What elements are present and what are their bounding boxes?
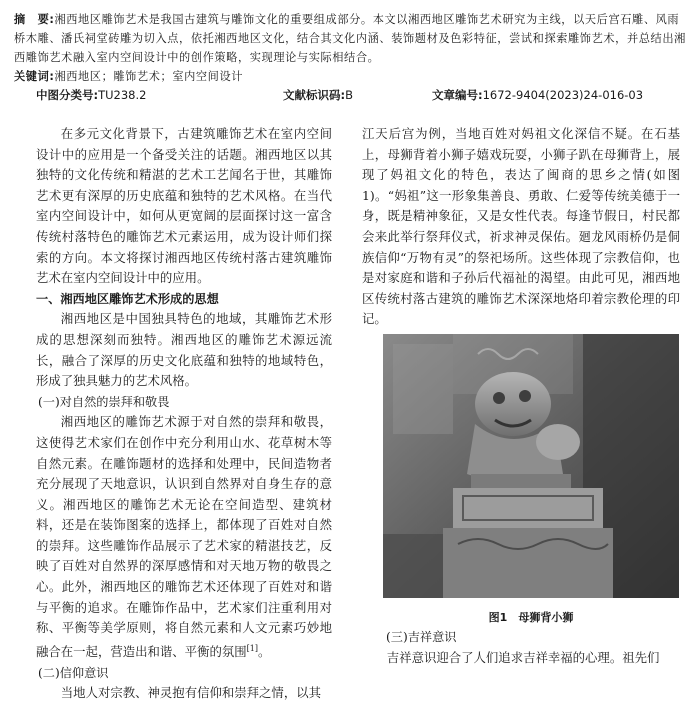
subsection-2-paragraph: 当地人对宗教、神灵抱有信仰和崇拜之情，以其 bbox=[60, 685, 321, 701]
stone-pedestal-top bbox=[453, 488, 603, 528]
keywords-line bbox=[14, 67, 686, 86]
abstract-label: 摘 要: bbox=[14, 13, 55, 26]
abstract-paragraph bbox=[14, 10, 686, 67]
document-code bbox=[283, 87, 353, 103]
clc-label: 中图分类号: bbox=[36, 88, 99, 102]
subsection-3-heading: (三)吉祥意识 bbox=[386, 630, 457, 644]
left-column bbox=[36, 124, 332, 704]
right-column bbox=[362, 124, 680, 330]
clc-number bbox=[36, 87, 146, 103]
lion-stone-carving-photo bbox=[383, 334, 679, 598]
continued-paragraph: 江天后宫为例，当地百姓对妈祖文化深信不疑。在石基上，母狮背着小狮子嬉戏玩耍，小狮子趴在母狮背上，展现了妈祖文化的特色，表达了闽商的思乡之情(如图1)。“妈祖”这一形象集善良、勇敢、仁爱等传统美德于一身，既是精神象征，又是女性代表。每逢节假日，村民都会来此举行祭拜仪式，祈求神灵保佑。廻龙风雨桥仍是侗族信仰“万物有灵”的祭祀场所。这些体现了宗教信仰，也是对家庭和谐和子孙后代福祉的渴望。由此可见，湘西地区传统村落古建筑的雕饰艺术深深地烙印着宗教伦理的印记。 bbox=[362, 126, 680, 327]
clc-value: TU238.2 bbox=[98, 88, 147, 102]
subsection-2-heading: (二)信仰意识 bbox=[38, 665, 109, 680]
article-number bbox=[432, 87, 643, 103]
abstract-text: 湘西地区雕饰艺术是我国古建筑与雕饰文化的重要组成部分。本文以湘西地区雕饰艺术研究为主线，以天后宫石雕、风雨桥木雕、潘氏祠堂砖雕为切入点，依托湘西地区文化，结合其文化内涵、装饰题材及色彩特征，尝试和探索雕饰艺术，并总结出湘西雕饰艺术融入室内空间设计中的创作策略，实现理论与实际相结合。 bbox=[14, 13, 686, 64]
lion-eye-right bbox=[519, 390, 531, 402]
lion-base bbox=[471, 474, 571, 488]
subsection-1-heading: (一)对自然的崇拜和敬畏 bbox=[38, 394, 170, 409]
reference-marker: [1] bbox=[246, 643, 258, 653]
document-code-label: 文献标识码: bbox=[283, 88, 346, 102]
keywords-text: 湘西地区；雕饰艺术；室内空间设计 bbox=[54, 70, 244, 83]
article-number-value: 1672-9404(2023)24-016-03 bbox=[482, 88, 644, 102]
keywords-label: 关键词: bbox=[14, 70, 55, 83]
wall-panel bbox=[393, 344, 453, 434]
cub-on-back bbox=[536, 424, 580, 460]
subsection-1-paragraph bbox=[36, 412, 332, 662]
stone-pedestal-bottom bbox=[443, 528, 613, 598]
lion-carving-illustration bbox=[383, 334, 679, 598]
section-1-paragraph: 湘西地区是中国独具特色的地域，其雕饰艺术形成的思想深刻而独特。湘西地区的雕饰艺术源远流长，融合了深厚的历史文化底蕴和独特的地域特色，形成了独具魅力的艺术风格。 bbox=[36, 311, 332, 389]
subsection-1-text: 湘西地区的雕饰艺术源于对自然的崇拜和敬畏，这使得艺术家们在创作中充分利用山水、花草树木等自然元素。在雕饰题材的选择和处理中，民间造物者充分展现了天地意识，认识到自然界对自身生存的意义。湘西地区的雕饰艺术无论在空间造型、建筑材料，还是在装饰图案的选择上，都体现了百姓对自然的崇拜。这些雕饰作品展示了艺术家的精湛技艺，反映了百姓对自然界的深厚感情和对天地万物的敬畏之心。此外，湘西地区的雕饰艺术还体现了百姓对和谐与平衡的追求。在雕饰作品中，艺术家们注重利用对称、平衡等美学原则，将自然元素和人文元素巧妙地融合在一起，营造出和谐、平衡的氛围 bbox=[36, 414, 332, 659]
subsection-1-end: 。 bbox=[257, 643, 271, 659]
figure-caption: 图1 母狮背小狮 bbox=[488, 611, 574, 624]
subsection-3-paragraph: 吉祥意识迎合了人们追求吉祥幸福的心理。祖先们 bbox=[386, 649, 660, 665]
section-1-heading: 一、湘西地区雕饰艺术形成的思想 bbox=[36, 291, 219, 306]
right-column-lower bbox=[362, 627, 680, 668]
lion-eye-left bbox=[493, 392, 505, 404]
floor-shadow bbox=[383, 534, 443, 598]
abstract-block bbox=[14, 10, 686, 86]
intro-paragraph: 在多元文化背景下，古建筑雕饰艺术在室内空间设计中的应用是一个备受关注的话题。湘西地区以其独特的文化传统和精湛的艺术工艺闻名于世，其雕饰艺术更有深厚的历史底蕴和独特的艺术风格。在当代室内空间设计中，如何从更宽阔的层面探讨这一富含传统村落特色的雕饰艺术元素运用，成为设计师们探索的方向。本文将探讨湘西地区传统村落古建筑雕饰艺术在室内空间设计中的应用。 bbox=[36, 126, 332, 286]
article-number-label: 文章编号: bbox=[432, 88, 483, 102]
document-code-value: B bbox=[345, 88, 353, 102]
